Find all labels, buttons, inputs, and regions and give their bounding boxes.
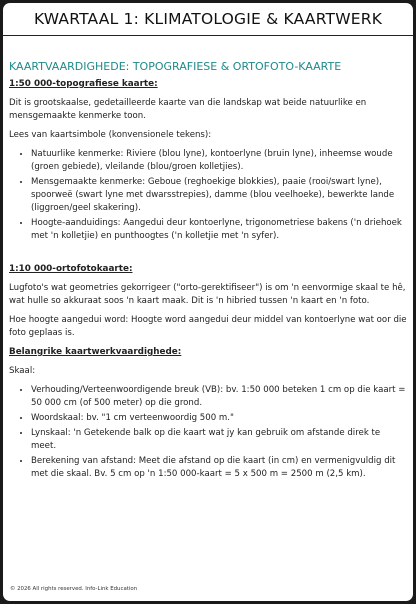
list-item: • Lynskaal: 'n Getekende balk op die kaart wat jy kan gebruik om afstande direk te meet. [31, 427, 407, 453]
symbols-label: Lees van kaartsimbole (konvensionele tekens): [9, 130, 212, 140]
topo-intro: Dit is grootskaalse, gedetailleerde kaarte van die landskap wat beide natuurlike en mensgemaakte kenmerke toon. [9, 98, 367, 121]
section-title: KAARTVAARDIGHEDE: TOPOGRAFIESE & ORTOFOTO-KAARTE [9, 60, 342, 73]
skills-heading: Belangrike kaartwerkvaardighede: [9, 347, 182, 357]
copyright-footer: © 2026 All rights reserved. Info-Link Education [10, 586, 138, 592]
list-item: • Berekening van afstand: Meet die afstand op die kaart (in cm) en vermenigvuldig dit met die skaal. Bv. 5 cm op 'n 1:50 000-kaart = 5 x 500 m = 2500 m (2,5 km). [31, 455, 407, 481]
document-body [9, 60, 407, 487]
symbol-list [9, 148, 407, 243]
topo-heading: 1:50 000-topografiese kaarte: [9, 79, 158, 89]
orto-paragraph: Lugfoto's wat geometries gekorrigeer ("orto-gerektifiseer") is om 'n eenvormige skaal te hê, wat hulle so akkuraat soos 'n kaart maak. Dit is 'n hibried tussen 'n kaart en 'n foto. [9, 283, 406, 306]
list-item: • Mensgemaakte kenmerke: Geboue (reghoekige blokkies), paaie (rooi/swart lyne), spoorweë (swart lyne met dwarsstrepies), damme (blou veelhoeke), bewerkte lande (liggroen/geel skakering). [31, 176, 407, 215]
orto-heading: 1:10 000-ortofotokaarte: [9, 264, 133, 274]
list-item: • Verhouding/Verteenwoordigende breuk (VB): bv. 1:50 000 beteken 1 cm op die kaart = 50 000 cm (of 500 meter) op die grond. [31, 384, 407, 410]
list-item: • Hoogte-aanduidings: Aangedui deur kontoerlyne, trigonometriese bakens ('n driehoek met 'n kolletjie) en punthoogtes ('n kolletjie met 'n syfer). [31, 217, 407, 243]
scale-label: Skaal: [9, 366, 36, 376]
page-frame [3, 3, 413, 601]
orto-height-paragraph: Hoe hoogte aangedui word: Hoogte word aangedui deur middel van kontoerlyne wat oor die foto geplaas is. [9, 315, 407, 338]
list-item: • Woordskaal: bv. "1 cm verteenwoordig 500 m." [31, 412, 407, 425]
list-item: • Natuurlike kenmerke: Riviere (blou lyne), kontoerlyne (bruin lyne), inheemse woude (groen gebiede), vleilande (blou/groen kolletjies). [31, 148, 407, 174]
page-title: KWARTAAL 1: KLIMATOLOGIE & KAARTWERK [3, 3, 413, 36]
scale-list [9, 384, 407, 481]
